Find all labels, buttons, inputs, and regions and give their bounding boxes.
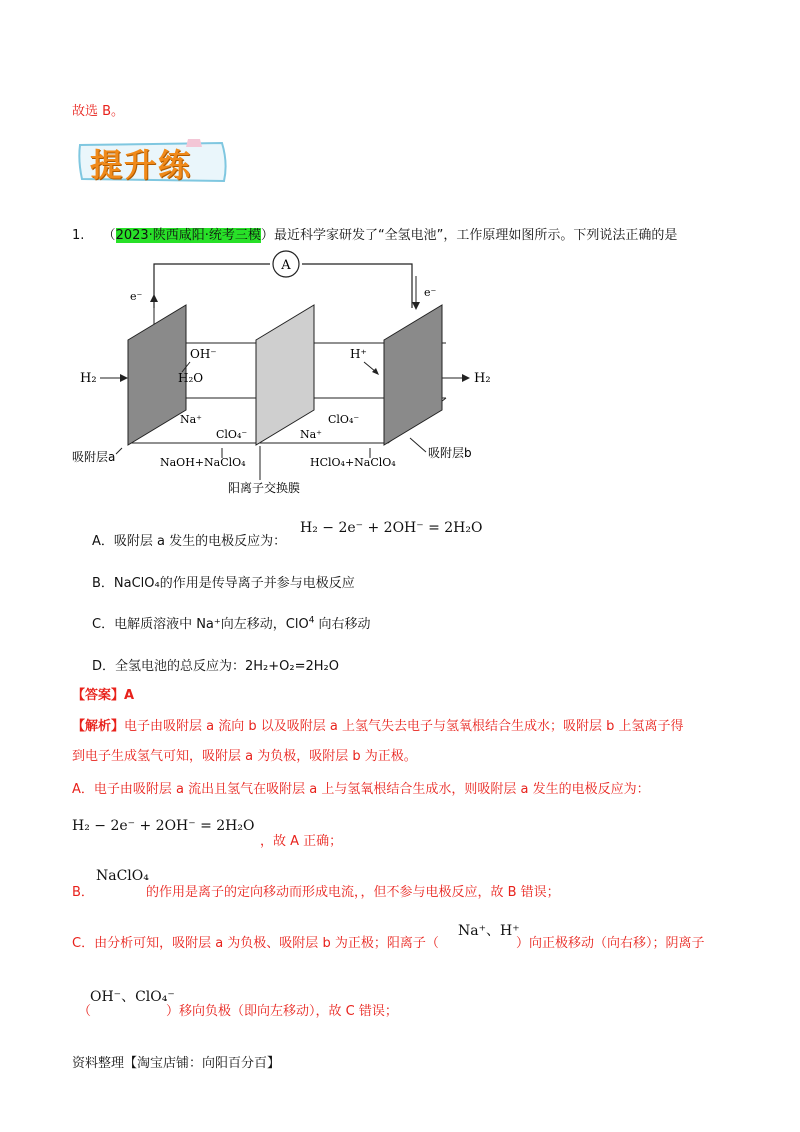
battery-diagram	[70, 248, 520, 498]
answer: 【答案】A	[72, 688, 135, 703]
h2-in-label: H₂	[80, 371, 97, 386]
question-stem: 1. （2023·陕西咸阳·统考三模）最近科学家研发了“全氢电池”，工作原理如图所示。下列说法正确的是	[72, 228, 678, 243]
electrode-b	[384, 305, 442, 445]
analysis-formula-b: NaClO₄	[96, 868, 149, 884]
h2o-label: H₂O	[178, 371, 204, 385]
question-source: 2023·陕西咸阳·统考三模	[115, 228, 261, 243]
option-b: B．NaClO₄的作用是传导离子并参与电极反应	[92, 576, 355, 591]
clo4-right-label: ClO₄⁻	[328, 413, 360, 426]
ammeter-label: A	[281, 258, 291, 273]
banner-title: 提升练	[90, 146, 193, 184]
membrane-label: 阳离子交换膜	[228, 481, 301, 495]
analysis-para-a: A．电子由吸附层 a 流出且氢气在吸附层 a 上与氢氧根结合生成水，则吸附层 a 发生的电极反应为：	[72, 782, 650, 797]
oh-label: OH⁻	[190, 347, 217, 361]
analysis-formula-c1: Na⁺、H⁺	[458, 923, 520, 939]
h2-out-label: H₂	[474, 371, 491, 386]
footer-note: 资料整理【淘宝店铺：向阳百分百】	[72, 1056, 281, 1071]
analysis-para-b-prefix: B．	[72, 885, 94, 900]
layer-b-label: 吸附层b	[428, 446, 472, 460]
na-left-label: Na⁺	[180, 413, 202, 426]
solution-left-label: NaOH+NaClO₄	[160, 456, 246, 469]
analysis-para-c2: ）移向负极（即向左移动），故 C 错误；	[166, 1004, 398, 1019]
electron-label-right: e⁻	[424, 286, 437, 299]
option-a: A．吸附层 a 发生的电极反应为：	[92, 534, 287, 549]
clo4-left-label: ClO₄⁻	[216, 428, 248, 441]
option-c: C．电解质溶液中 Na⁺向左移动，ClO$^4$ 向右移动	[92, 615, 371, 632]
layer-a-label: 吸附层a	[72, 450, 116, 464]
analysis-para-c-2: ）向正极移动（向右移）；阴离子	[516, 936, 705, 951]
analysis-para-1b: 到电子生成氢气可知，吸附层 a 为负极，吸附层 b 为正极。	[72, 749, 417, 764]
question-number: 1.	[72, 228, 85, 243]
analysis-para-a-end: ，故 A 正确；	[260, 834, 343, 849]
solution-right-label: HClO₄+NaClO₄	[310, 456, 396, 469]
electron-label-left: e⁻	[130, 290, 143, 303]
analysis-para-c2-open: （	[78, 1004, 92, 1019]
question-text: 最近科学家研发了“全氢电池”，工作原理如图所示。下列说法正确的是	[273, 228, 678, 243]
top-line: 故选 B。	[72, 104, 125, 119]
analysis-para-b: 的作用是离子的定向移动而形成电流，，但不参与电极反应，故 B 错误；	[146, 885, 560, 900]
h-plus-label: H⁺	[350, 347, 367, 361]
na-right-label: Na⁺	[300, 428, 322, 441]
membrane-plate	[256, 305, 314, 445]
option-d: D．全氢电池的总反应为：2H₂+O₂=2H₂O	[92, 659, 339, 674]
analysis-para-c: C．由分析可知，吸附层 a 为负极、吸附层 b 为正极；阳离子（	[72, 936, 439, 951]
analysis-para-1a: 【解析】电子由吸附层 a 流向 b 以及吸附层 a 上氢气失去电子与氢氧根结合生成水；吸附层 b 上氢离子得	[72, 719, 684, 734]
analysis-formula-c2: OH⁻、ClO₄⁻	[90, 989, 175, 1005]
option-a-formula: H₂ − 2e⁻ + 2OH⁻ = 2H₂O	[300, 520, 483, 536]
analysis-formula-a: H₂ − 2e⁻ + 2OH⁻ = 2H₂O	[72, 818, 255, 834]
